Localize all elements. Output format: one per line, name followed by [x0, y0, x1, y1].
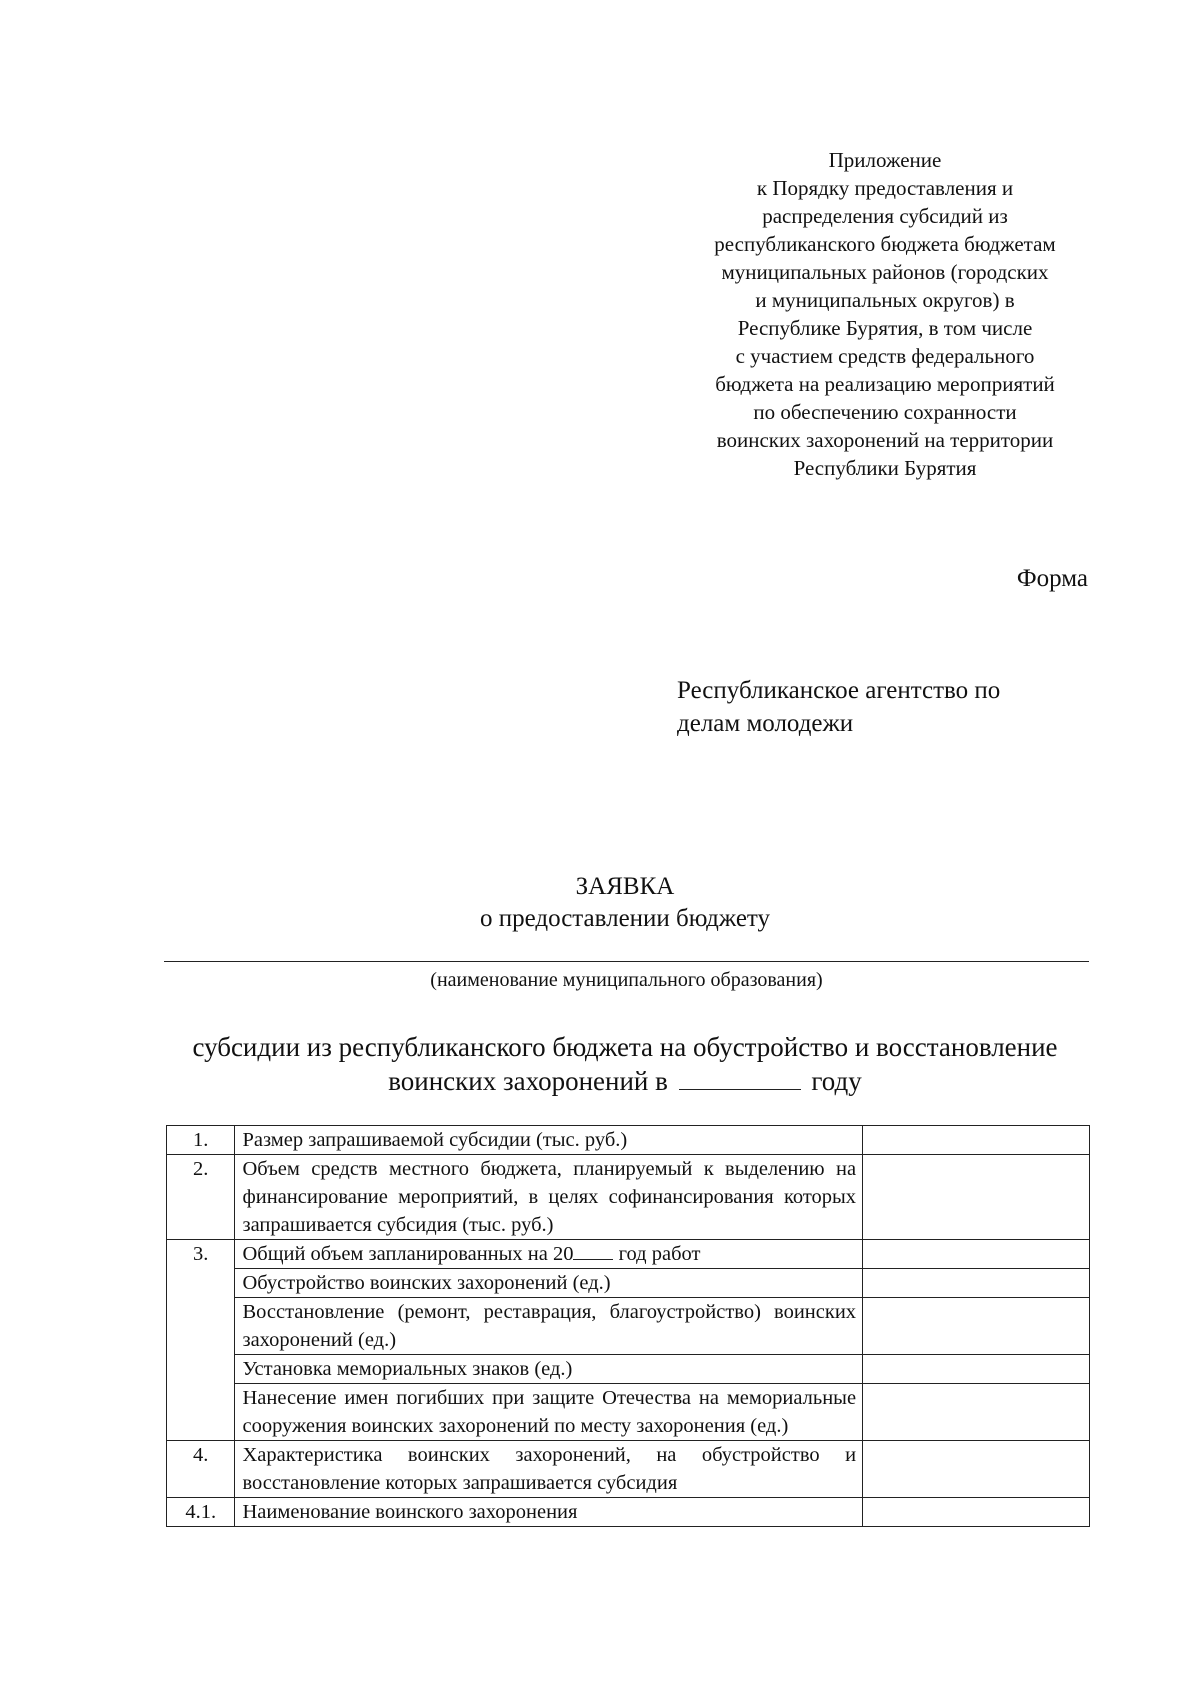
document-subtitle: о предоставлении бюджету: [479, 905, 771, 932]
addressee-line-1: Республиканское агентство по: [677, 677, 1001, 704]
appendix-line: бюджета на реализацию мероприятий: [715, 372, 1055, 396]
year-suffix-blank[interactable]: [573, 1241, 613, 1260]
appendix-line: распределения субсидий из: [762, 204, 1008, 228]
table-row: [167, 1269, 1090, 1298]
row-description: Наименование воинского захоронения: [235, 1498, 863, 1527]
purpose-line-2-before: воинских захоронений в: [388, 1066, 668, 1096]
row-number: 2.: [167, 1155, 235, 1240]
row-number-empty: [167, 1384, 235, 1441]
appendix-line: и муниципальных округов) в: [755, 288, 1015, 312]
row-value-cell[interactable]: [863, 1498, 1090, 1527]
row-description: Нанесение имен погибших при защите Отечества на мемориальные сооружения воинских захоронений по месту захоронения (ед.): [235, 1384, 863, 1441]
row-description: Размер запрашиваемой субсидии (тыс. руб.): [235, 1126, 863, 1155]
row-number: 4.1.: [167, 1498, 235, 1527]
row-value-cell[interactable]: [863, 1269, 1090, 1298]
appendix-line: Республики Бурятия: [793, 456, 977, 480]
row-description: Восстановление (ремонт, реставрация, благоустройство) воинских захоронений (ед.): [235, 1298, 863, 1355]
row-number: 1.: [167, 1126, 235, 1155]
appendix-line: по обеспечению сохранности: [753, 400, 1017, 424]
row-description: Обустройство воинских захоронений (ед.): [235, 1269, 863, 1298]
row-description: Характеристика воинских захоронений, на обустройство и восстановление которых запрашивается субсидия: [235, 1441, 863, 1498]
purpose-line-1: субсидии из республиканского бюджета на обустройство и восстановление: [192, 1032, 1058, 1062]
table-row: [167, 1240, 1090, 1269]
row-value-cell[interactable]: [863, 1355, 1090, 1384]
table-row: [167, 1384, 1090, 1441]
appendix-line: воинских захоронений на территории: [716, 428, 1054, 452]
addressee-block: [677, 674, 1097, 740]
purpose-line-2-after: году: [811, 1066, 862, 1096]
row-value-cell[interactable]: [863, 1384, 1090, 1441]
purpose-line-2: [160, 1064, 1090, 1098]
municipality-name-line[interactable]: [164, 961, 1089, 962]
row-number: 3.: [167, 1240, 235, 1269]
row-value-cell[interactable]: [863, 1441, 1090, 1498]
row3-text-after: год работ: [618, 1243, 701, 1265]
appendix-line: республиканского бюджета бюджетам: [714, 232, 1056, 256]
row-description: Объем средств местного бюджета, планируемый к выделению на финансирование мероприятий, в целях софинансирования которых запрашивается субсидия (тыс. руб.): [235, 1155, 863, 1240]
appendix-line: Приложение: [828, 148, 942, 172]
row3-text-before: Общий объем запланированных на 20: [242, 1243, 574, 1265]
appendix-block: [660, 146, 1110, 482]
row-value-cell[interactable]: [863, 1155, 1090, 1240]
row-value-cell[interactable]: [863, 1298, 1090, 1355]
appendix-line: муниципальных районов (городских: [721, 260, 1049, 284]
table-row: [167, 1441, 1090, 1498]
row-description: [235, 1240, 863, 1269]
document-title: ЗАЯВКА: [575, 873, 675, 900]
row-description: Установка мемориальных знаков (ед.): [235, 1355, 863, 1384]
table-row: [167, 1355, 1090, 1384]
appendix-line: Республике Бурятия, в том числе: [737, 316, 1033, 340]
row-number-empty: [167, 1298, 235, 1355]
row-value-cell[interactable]: [863, 1240, 1090, 1269]
application-table: [166, 1125, 1090, 1527]
table-row: [167, 1298, 1090, 1355]
row-number: 4.: [167, 1441, 235, 1498]
row-number-empty: [167, 1269, 235, 1298]
form-label: Форма: [1016, 565, 1088, 592]
row-number-empty: [167, 1355, 235, 1384]
appendix-line: к Порядку предоставления и: [756, 176, 1014, 200]
table-row: [167, 1498, 1090, 1527]
table-row: [167, 1155, 1090, 1240]
row-value-cell[interactable]: [863, 1126, 1090, 1155]
purpose-text: [160, 1030, 1090, 1098]
year-blank-field[interactable]: [679, 1065, 801, 1090]
appendix-line: с участием средств федерального: [735, 344, 1035, 368]
municipality-name-caption: (наименование муниципального образования): [430, 969, 823, 991]
table-row: [167, 1126, 1090, 1155]
addressee-line-2: делам молодежи: [677, 710, 854, 737]
